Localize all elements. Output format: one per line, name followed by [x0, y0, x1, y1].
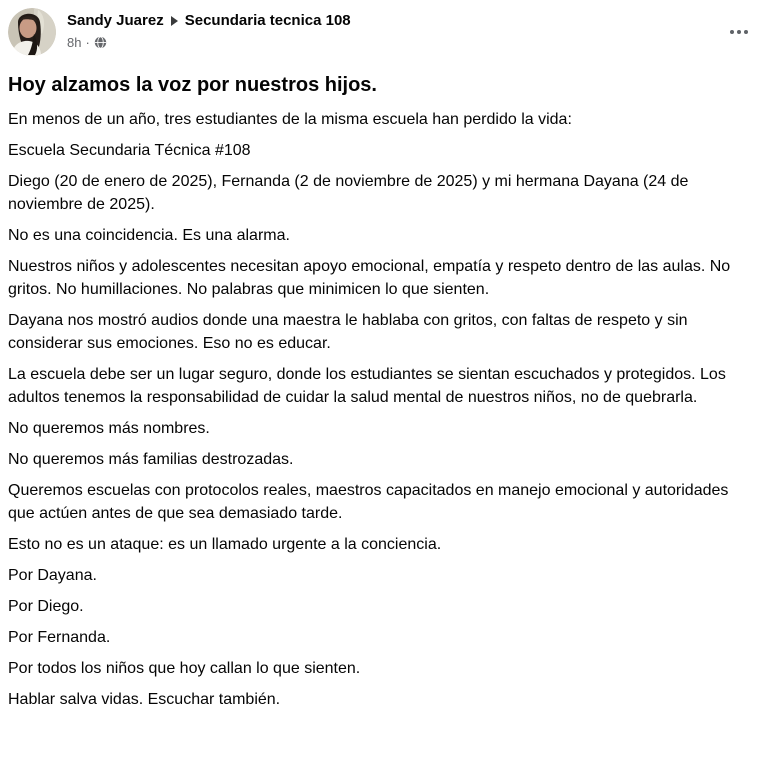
dot-separator: ·	[85, 35, 90, 50]
author-name[interactable]: Sandy Juarez	[67, 12, 164, 29]
post-paragraph: Por Fernanda.	[8, 629, 111, 646]
post-header	[8, 8, 758, 56]
group-arrow-icon	[171, 16, 178, 26]
post-paragraph: No queremos más familias destrozadas.	[8, 451, 294, 468]
ellipsis-dot	[737, 30, 741, 34]
post-paragraph: Diego (20 de enero de 2025), Fernanda (2 de noviembre de 2025) y mi hermana Dayana (24 de noviembre de 2025).	[8, 173, 689, 213]
post-title: Hoy alzamos la voz por nuestros hijos.	[8, 74, 377, 96]
post-paragraph: No es una coincidencia. Es una alarma.	[8, 227, 290, 244]
timestamp[interactable]: 8h	[67, 35, 82, 50]
post-paragraph: Nuestros niños y adolescentes necesitan apoyo emocional, empatía y respeto dentro de las aulas. No gritos. No humillaciones. No palabras que minimicen lo que sienten.	[8, 258, 731, 298]
post-paragraph: Por Dayana.	[8, 567, 97, 584]
globe-icon	[94, 36, 107, 49]
ellipsis-dot	[744, 30, 748, 34]
ellipsis-dot	[730, 30, 734, 34]
post-body	[8, 108, 758, 711]
avatar-photo	[8, 8, 56, 56]
header-line1	[67, 11, 351, 31]
post-paragraph: En menos de un año, tres estudiantes de la misma escuela han perdido la vida:	[8, 111, 572, 128]
post-paragraph: Por todos los niños que hoy callan lo que sienten.	[8, 660, 361, 677]
post-paragraph: La escuela debe ser un lugar seguro, donde los estudiantes se sientan escuchados y protegidos. Los adultos tenemos la responsabilidad de cuidar la salud mental de nuestros niños, no de quebrarla.	[8, 366, 726, 406]
post-menu-button[interactable]	[728, 24, 750, 40]
post-paragraph: Esto no es un ataque: es un llamado urgente a la conciencia.	[8, 536, 442, 553]
post-paragraph: Escuela Secundaria Técnica #108	[8, 142, 251, 159]
post-paragraph: No queremos más nombres.	[8, 420, 210, 437]
header-meta	[67, 8, 351, 51]
post-paragraph: Queremos escuelas con protocolos reales, maestros capacitados en manejo emocional y autoridades que actúen antes de que sea demasiado tarde.	[8, 482, 729, 522]
post-paragraph: Por Diego.	[8, 598, 84, 615]
avatar[interactable]	[8, 8, 56, 56]
header-line2	[67, 34, 351, 51]
post-paragraph: Dayana nos mostró audios donde una maestra le hablaba con gritos, con faltas de respeto y sin considerar sus emociones. Eso no es educar.	[8, 312, 688, 352]
group-name[interactable]: Secundaria tecnica 108	[184, 12, 351, 29]
post-paragraph: Hablar salva vidas. Escuchar también.	[8, 691, 281, 708]
